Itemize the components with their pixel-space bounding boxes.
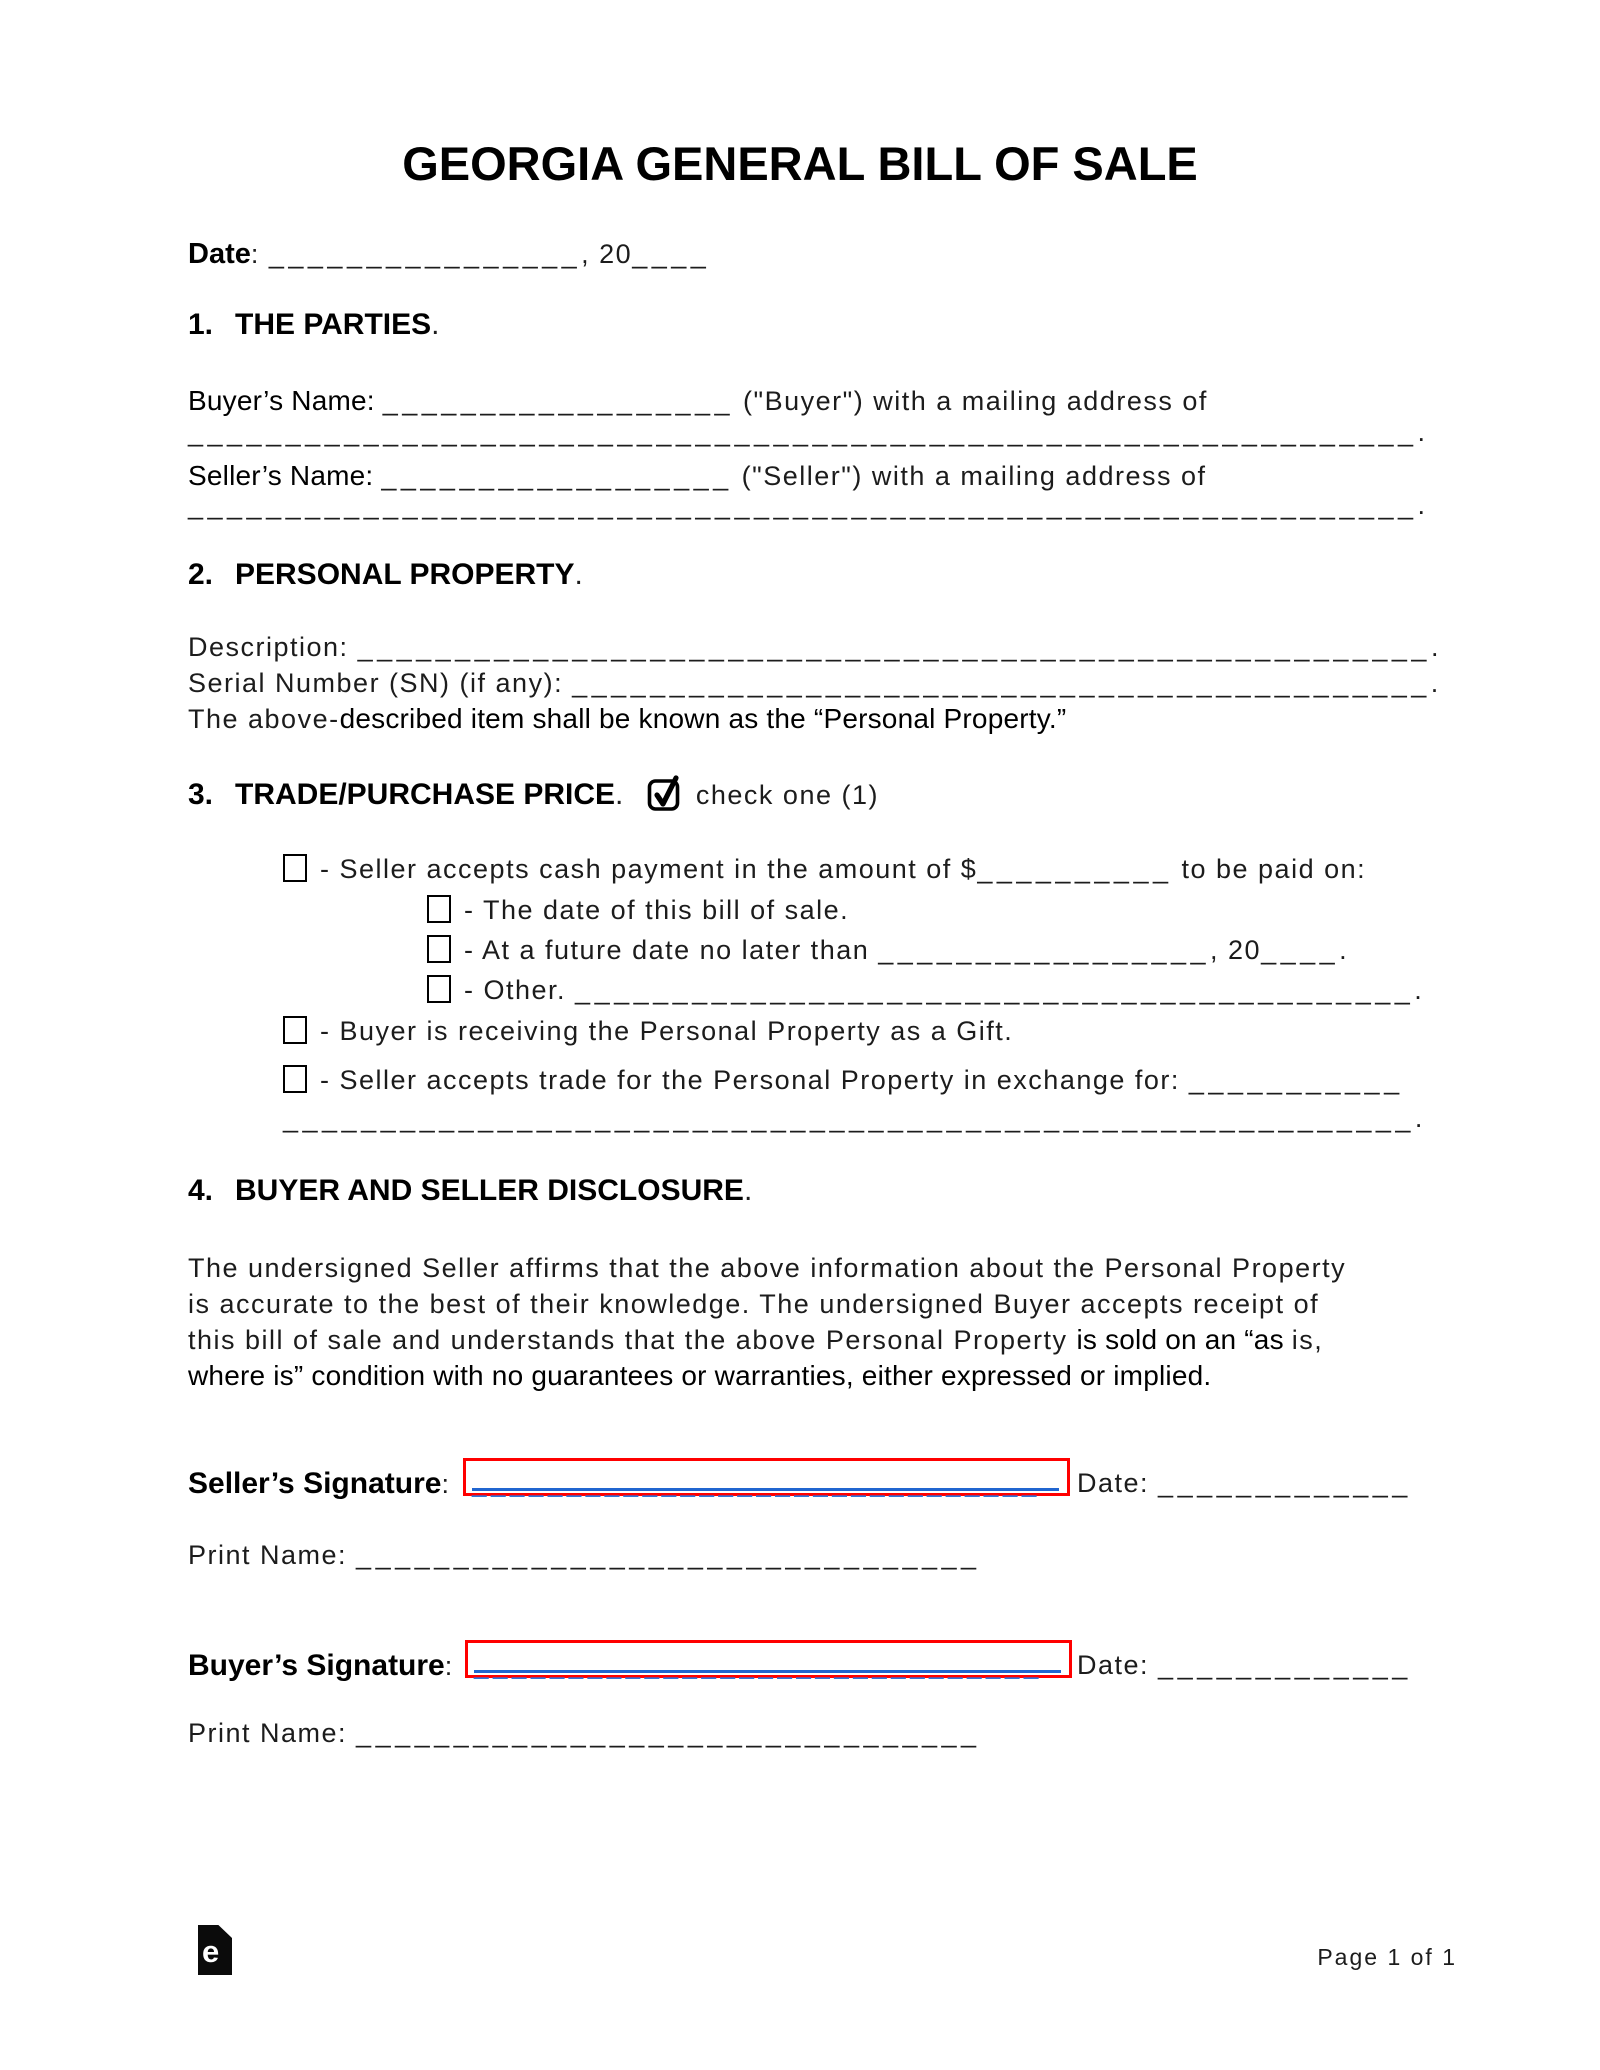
buyer-print-name-row — [188, 1716, 981, 1751]
disclosure-paragraph: The undersigned Seller affirms that the above information about the Personal Property is accurate to the best of their knowledge. The undersigned Buyer accepts receipt of this bill of sale and understands that the above Personal Property is sold on an “as is, where is” condition with no guarantees or warranties, either expressed or implied. — [188, 1253, 1347, 1391]
seller-signature-row: Seller’s Signature: — [188, 1467, 460, 1500]
signature-dash-line: ______________________________ — [474, 1649, 1043, 1680]
buyer-signature-label: Buyer’s Signature — [188, 1649, 445, 1682]
checkbox-icon[interactable] — [283, 854, 307, 882]
section-number: 1. — [188, 308, 214, 341]
signature-underline — [472, 1488, 1059, 1491]
seller-signature-field[interactable] — [463, 1458, 1070, 1496]
year-blank-line: ____ — [632, 239, 711, 269]
seller-date-row — [1077, 1466, 1412, 1501]
option-other: - Other. ___________________________________________. — [427, 973, 1426, 1008]
date-label: Date — [188, 238, 251, 270]
section-title: TRADE/PURCHASE PRICE — [235, 778, 616, 811]
buyer-signature-row: Buyer’s Signature: — [188, 1649, 463, 1682]
document-title: GEORGIA GENERAL BILL OF SALE — [402, 137, 1198, 190]
seller-address-blank: _______________________________________________________________. — [188, 490, 1430, 520]
other-blank: ___________________________________________. — [575, 975, 1427, 1005]
option-trade: - Seller accepts trade for the Personal Property in exchange for: ___________ — [283, 1063, 1404, 1098]
eforms-logo — [198, 1925, 232, 1975]
page-number: Page 1 of 1 — [1317, 1944, 1457, 1970]
seller-signature-label: Seller’s Signature — [188, 1467, 442, 1500]
section-title: THE PARTIES — [235, 308, 432, 341]
checkbox-icon[interactable] — [283, 1016, 307, 1044]
section-2-heading: 2. PERSONAL PROPERTY. — [188, 556, 584, 594]
print-name-label: Print Name: — [188, 1718, 357, 1748]
date-label: Date: — [1077, 1650, 1159, 1680]
option-date-of-sale: - The date of this bill of sale. — [427, 893, 849, 928]
seller-print-name-row — [188, 1538, 981, 1573]
buyer-name-row: Buyer’s Name: __________________ ("Buyer") with a mailing address of — [188, 385, 1208, 416]
print-name-blank: ________________________________ — [356, 1718, 981, 1748]
section-title: PERSONAL PROPERTY — [235, 558, 575, 591]
seller-name-row: Seller’s Name: __________________ ("Seller") with a mailing address of — [188, 460, 1207, 491]
buyer-date-row — [1077, 1648, 1412, 1683]
date-blank: _____________ — [1158, 1650, 1412, 1680]
section-3-heading: 3. TRADE/PURCHASE PRICE. check one (1) — [188, 773, 879, 814]
known-as-row: The above-described item shall be known as the “Personal Property.” — [188, 703, 1067, 734]
logo-letter: e — [202, 1934, 220, 1969]
date-row: Date: ________________, 20____ — [188, 238, 711, 270]
section-1-heading: 1. THE PARTIES. — [188, 306, 441, 344]
buyer-name-blank: __________________ — [382, 386, 735, 416]
check-one-note: check one (1) — [695, 780, 879, 810]
section-number: 4. — [188, 1174, 214, 1207]
future-year-blank: ____ — [1261, 935, 1340, 965]
print-name-label: Print Name: — [188, 1540, 357, 1570]
checked-checkbox-icon[interactable] — [647, 773, 682, 813]
checkbox-icon[interactable] — [427, 975, 451, 1003]
option-future-date: - At a future date no later than _________________, 20____. — [427, 933, 1348, 968]
buyer-signature-field[interactable] — [465, 1640, 1072, 1678]
date-label: Date: — [1077, 1468, 1159, 1498]
buyer-name-label: Buyer’s Name: — [188, 385, 383, 416]
trade-continuation-blank: __________________________________________________________. — [283, 1103, 1427, 1133]
date-blank: _____________ — [1158, 1468, 1412, 1498]
future-date-blank: _________________ — [878, 935, 1211, 965]
seller-name-label: Seller’s Name: — [188, 460, 382, 491]
date-blank-line: ________________ — [268, 239, 582, 269]
description-blank: _______________________________________________________. — [357, 632, 1443, 662]
section-number: 2. — [188, 558, 214, 591]
seller-name-blank: __________________ — [381, 461, 733, 491]
section-4-heading: 4. BUYER AND SELLER DISCLOSURE. — [188, 1172, 754, 1210]
trade-blank: ___________ — [1188, 1065, 1404, 1095]
print-name-blank: ________________________________ — [356, 1540, 981, 1570]
serial-number-blank: ____________________________________________. — [572, 668, 1443, 698]
amount-blank: __________ — [977, 854, 1173, 884]
checkbox-icon[interactable] — [283, 1065, 307, 1093]
description-label: Description: — [188, 632, 358, 662]
checkbox-icon[interactable] — [427, 895, 451, 923]
serial-number-label: Serial Number (SN) (if any): — [188, 668, 573, 698]
buyer-address-blank: _______________________________________________________________. — [188, 417, 1430, 447]
signature-dash-line: ______________________________ — [472, 1467, 1041, 1498]
description-row — [188, 630, 1443, 665]
option-gift: - Buyer is receiving the Personal Property as a Gift. — [283, 1014, 1013, 1049]
checkbox-icon[interactable] — [427, 935, 451, 963]
section-number: 3. — [188, 778, 214, 811]
serial-number-row — [188, 666, 1443, 701]
section-title: BUYER AND SELLER DISCLOSURE — [235, 1174, 744, 1207]
signature-underline — [474, 1670, 1061, 1673]
option-cash-payment: - Seller accepts cash payment in the amount of $__________ to be paid on: — [283, 852, 1366, 887]
